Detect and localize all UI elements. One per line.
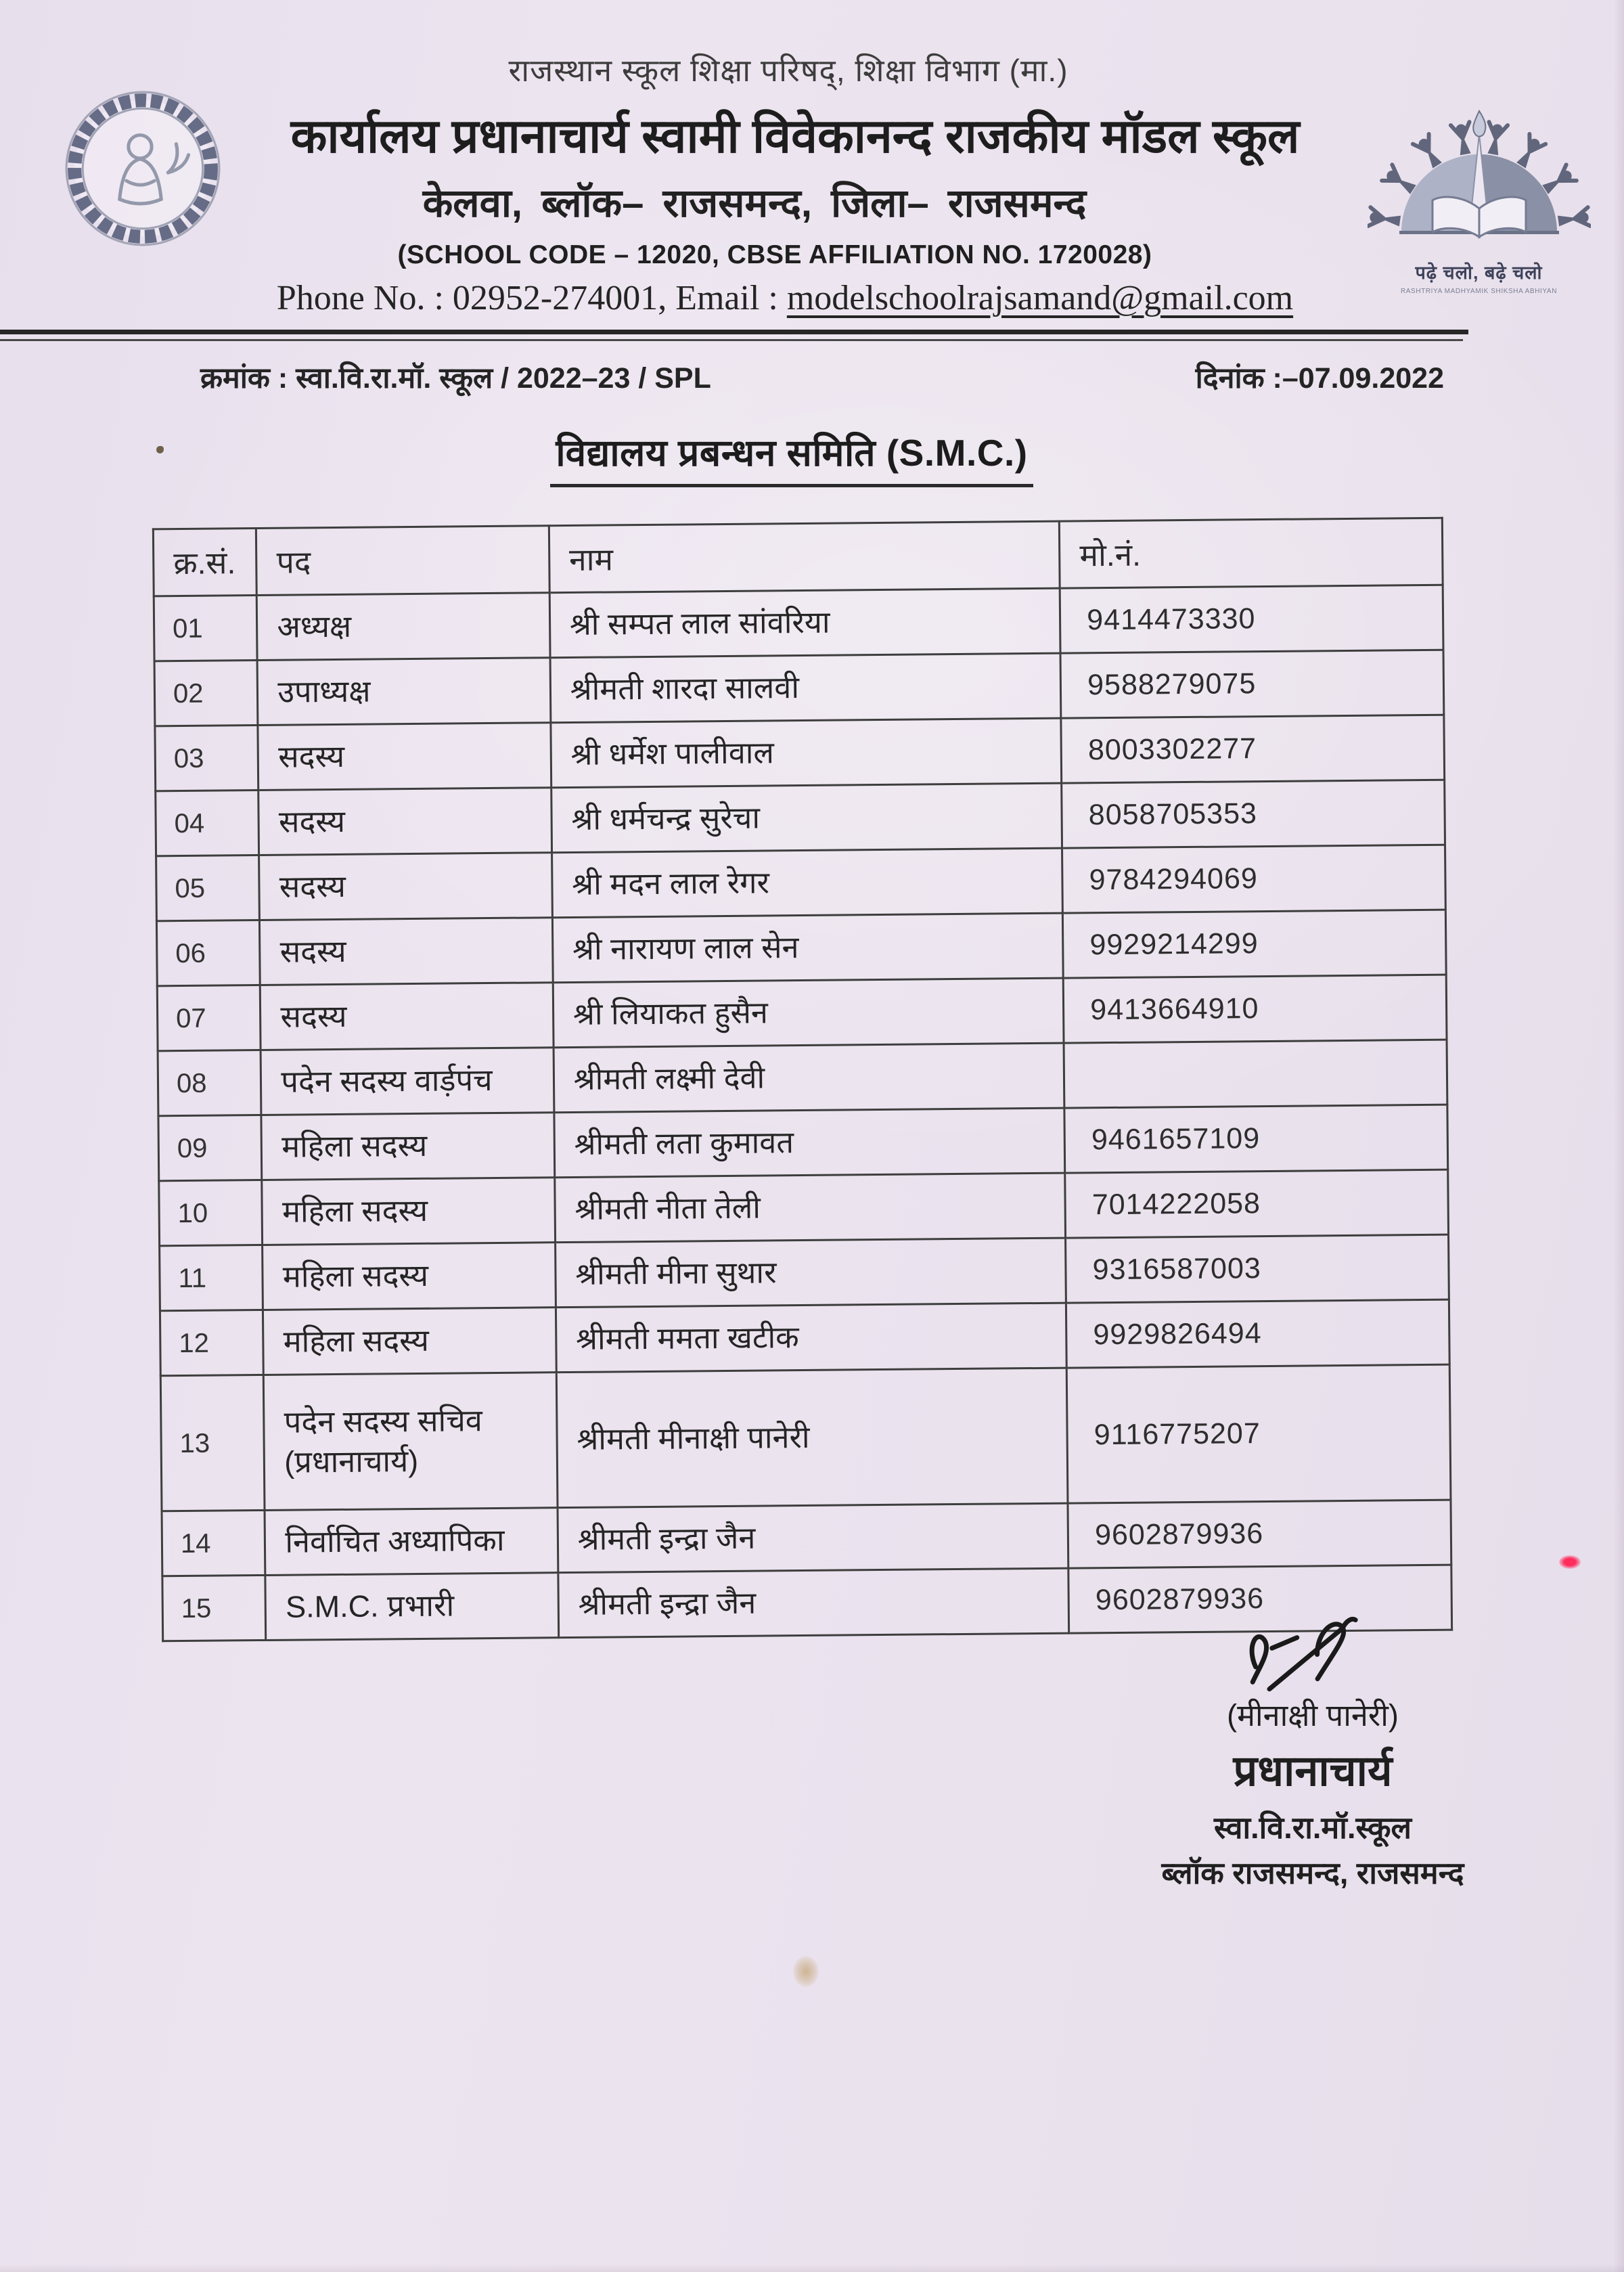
cell-serial: 03 bbox=[155, 726, 258, 791]
cell-serial: 01 bbox=[154, 596, 257, 661]
school-code-line: (SCHOOL CODE – 12020, CBSE AFFILIATION NO. 1720028) bbox=[397, 240, 1152, 269]
cell-designation: महिला सदस्य bbox=[262, 1178, 555, 1245]
column-header-0: क्र.सं. bbox=[153, 529, 256, 596]
reference-number: क्रमांक : स्वा.वि.रा.मॉ. स्कूल / 2022–23 / SPL bbox=[200, 362, 711, 395]
table-row bbox=[158, 1105, 1448, 1181]
cell-designation: सदस्य bbox=[258, 788, 551, 855]
cell-serial: 12 bbox=[160, 1310, 263, 1375]
rmsa-caption: RASHTRIYA MADHYAMIK SHIKSHA ABHIYAN bbox=[1400, 288, 1558, 295]
table-row bbox=[158, 1040, 1447, 1116]
cell-designation: अध्यक्ष bbox=[257, 593, 550, 661]
header-rule-thick bbox=[0, 330, 1468, 334]
cell-phone: 9316587003 bbox=[1066, 1234, 1449, 1303]
smc-table-head bbox=[153, 518, 1443, 596]
scan-edge-shadow-right bbox=[1613, 0, 1624, 2272]
table-row bbox=[160, 1234, 1449, 1311]
cell-member-name: श्रीमती शारदा सालवी bbox=[550, 653, 1061, 723]
cell-member-name: श्रीमती लक्ष्मी देवी bbox=[554, 1043, 1064, 1113]
office-name: कार्यालय प्रधानाचार्य स्वामी विवेकानन्द राजकीय मॉडल स्कूल bbox=[290, 110, 1300, 162]
cell-designation: महिला सदस्य bbox=[263, 1308, 556, 1375]
cell-phone: 9784294069 bbox=[1062, 845, 1446, 913]
cell-serial: 10 bbox=[159, 1180, 263, 1245]
cell-designation: निर्वाचित अध्यापिका bbox=[265, 1508, 558, 1576]
pink-ink-blot bbox=[1559, 1555, 1581, 1569]
cell-serial: 08 bbox=[158, 1050, 261, 1115]
signatory-designation: प्रधानाचार्य bbox=[1233, 1747, 1393, 1795]
cell-member-name: श्रीमती लता कुमावत bbox=[554, 1108, 1065, 1178]
cell-phone: 9414473330 bbox=[1060, 585, 1443, 653]
cell-phone: 9461657109 bbox=[1064, 1105, 1448, 1173]
cell-designation: सदस्य bbox=[261, 983, 554, 1050]
table-row bbox=[156, 910, 1446, 986]
header-rule-thin bbox=[0, 339, 1463, 341]
cell-phone: 8003302277 bbox=[1061, 715, 1445, 783]
table-row bbox=[160, 1299, 1449, 1376]
phone-text: Phone No. : 02952-274001, Email : bbox=[276, 279, 787, 317]
cell-serial: 06 bbox=[156, 920, 260, 985]
cell-member-name: श्रीमती मीना सुथार bbox=[555, 1238, 1066, 1308]
cell-member-name: श्री सम्पत लाल सांवरिया bbox=[549, 588, 1060, 658]
cell-member-name: श्रीमती मीनाक्षी पानेरी bbox=[556, 1368, 1068, 1508]
reference-row bbox=[200, 357, 1444, 397]
cell-member-name: श्री लियाकत हुसैन bbox=[553, 978, 1064, 1048]
smc-table bbox=[152, 517, 1453, 1643]
council-line: राजस्थान स्कूल शिक्षा परिषद्, शिक्षा विभाग (मा.) bbox=[508, 53, 1068, 88]
cell-serial: 15 bbox=[162, 1575, 266, 1641]
table-row bbox=[156, 780, 1445, 856]
cell-serial: 14 bbox=[162, 1510, 265, 1576]
cell-serial: 04 bbox=[156, 790, 259, 855]
handwritten-signature-icon bbox=[1198, 1592, 1408, 1708]
cell-serial: 13 bbox=[160, 1375, 265, 1511]
paper-smudge bbox=[793, 1956, 819, 1987]
cell-designation: सदस्य bbox=[259, 853, 552, 920]
column-header-2: नाम bbox=[549, 521, 1060, 593]
location-line: केलवा, ब्लॉक– राजसमन्द, जिला– राजसमन्द bbox=[422, 181, 1087, 225]
cell-serial: 02 bbox=[154, 661, 258, 726]
cell-serial: 07 bbox=[157, 985, 261, 1050]
table-row bbox=[157, 975, 1447, 1051]
cell-phone: 9929214299 bbox=[1063, 910, 1447, 978]
cell-member-name: श्रीमती इन्द्रा जैन bbox=[558, 1568, 1069, 1638]
cell-designation: S.M.C. प्रभारी bbox=[265, 1573, 558, 1641]
cell-phone: 9602879936 bbox=[1068, 1565, 1452, 1633]
cell-member-name: श्री धर्मेश पालीवाल bbox=[551, 718, 1062, 788]
table-row bbox=[162, 1500, 1451, 1576]
document-date: दिनांक :–07.09.2022 bbox=[1195, 362, 1444, 395]
cell-phone: 9929826494 bbox=[1066, 1299, 1450, 1368]
header-row bbox=[153, 518, 1443, 596]
scan-edge-shadow-bottom bbox=[0, 2264, 1624, 2272]
signatory-school: स्वा.वि.रा.मॉ.स्कूल bbox=[1213, 1810, 1412, 1845]
signature-block bbox=[1069, 1599, 1556, 1893]
cell-phone: 9413664910 bbox=[1063, 975, 1447, 1043]
cell-phone: 9116775207 bbox=[1066, 1364, 1451, 1503]
cell-member-name: श्री मदन लाल रेगर bbox=[551, 848, 1062, 918]
document-title-wrap bbox=[0, 426, 1604, 487]
rmsa-slogan: पढ़े चलो, बढ़े चलो bbox=[1415, 263, 1543, 283]
cell-designation: महिला सदस्य bbox=[261, 1113, 554, 1180]
cell-designation: सदस्य bbox=[258, 723, 551, 790]
cell-phone: 9588279075 bbox=[1060, 650, 1444, 718]
cell-designation: पदेन सदस्य सचिव (प्रधानाचार्य) bbox=[264, 1373, 558, 1511]
signatory-block-line: ब्लॉक राजसमन्द, राजसमन्द bbox=[1161, 1856, 1464, 1890]
cell-serial: 05 bbox=[156, 855, 260, 920]
cell-member-name: श्रीमती ममता खटीक bbox=[556, 1303, 1066, 1373]
table-row bbox=[154, 650, 1444, 726]
document-title: विद्यालय प्रबन्धन समिति (S.M.C.) bbox=[550, 426, 1033, 487]
column-header-3: मो.नं. bbox=[1060, 518, 1443, 588]
cell-designation: महिला सदस्य bbox=[263, 1243, 556, 1310]
cell-designation: सदस्य bbox=[260, 918, 553, 985]
cell-phone bbox=[1064, 1040, 1447, 1108]
table-row bbox=[159, 1170, 1449, 1246]
cell-designation: पदेन सदस्य वार्ड़पंच bbox=[261, 1048, 554, 1115]
signatory-name: (मीनाक्षी पानेरी) bbox=[1227, 1698, 1399, 1733]
cell-member-name: श्रीमती इन्द्रा जैन bbox=[558, 1503, 1068, 1573]
table-row bbox=[155, 715, 1445, 791]
cell-serial: 09 bbox=[158, 1115, 262, 1180]
column-header-1: पद bbox=[256, 526, 549, 596]
contact-line bbox=[0, 278, 1597, 318]
cell-member-name: श्रीमती नीता तेली bbox=[555, 1173, 1066, 1243]
email-text: modelschoolrajsamand@gmail.com bbox=[786, 279, 1294, 317]
cell-phone: 9602879936 bbox=[1068, 1500, 1451, 1568]
smc-table-body bbox=[154, 585, 1451, 1641]
cell-designation: उपाध्यक्ष bbox=[257, 658, 550, 726]
letterhead bbox=[0, 49, 1624, 318]
table-row bbox=[154, 585, 1443, 661]
cell-phone: 8058705353 bbox=[1062, 780, 1445, 848]
table-row bbox=[160, 1364, 1451, 1511]
cell-member-name: श्री धर्मचन्द्र सुरेचा bbox=[551, 783, 1062, 853]
cell-serial: 11 bbox=[160, 1245, 263, 1310]
table-row bbox=[156, 845, 1446, 921]
cell-member-name: श्री नारायण लाल सेन bbox=[552, 913, 1063, 983]
cell-phone: 7014222058 bbox=[1065, 1170, 1449, 1238]
